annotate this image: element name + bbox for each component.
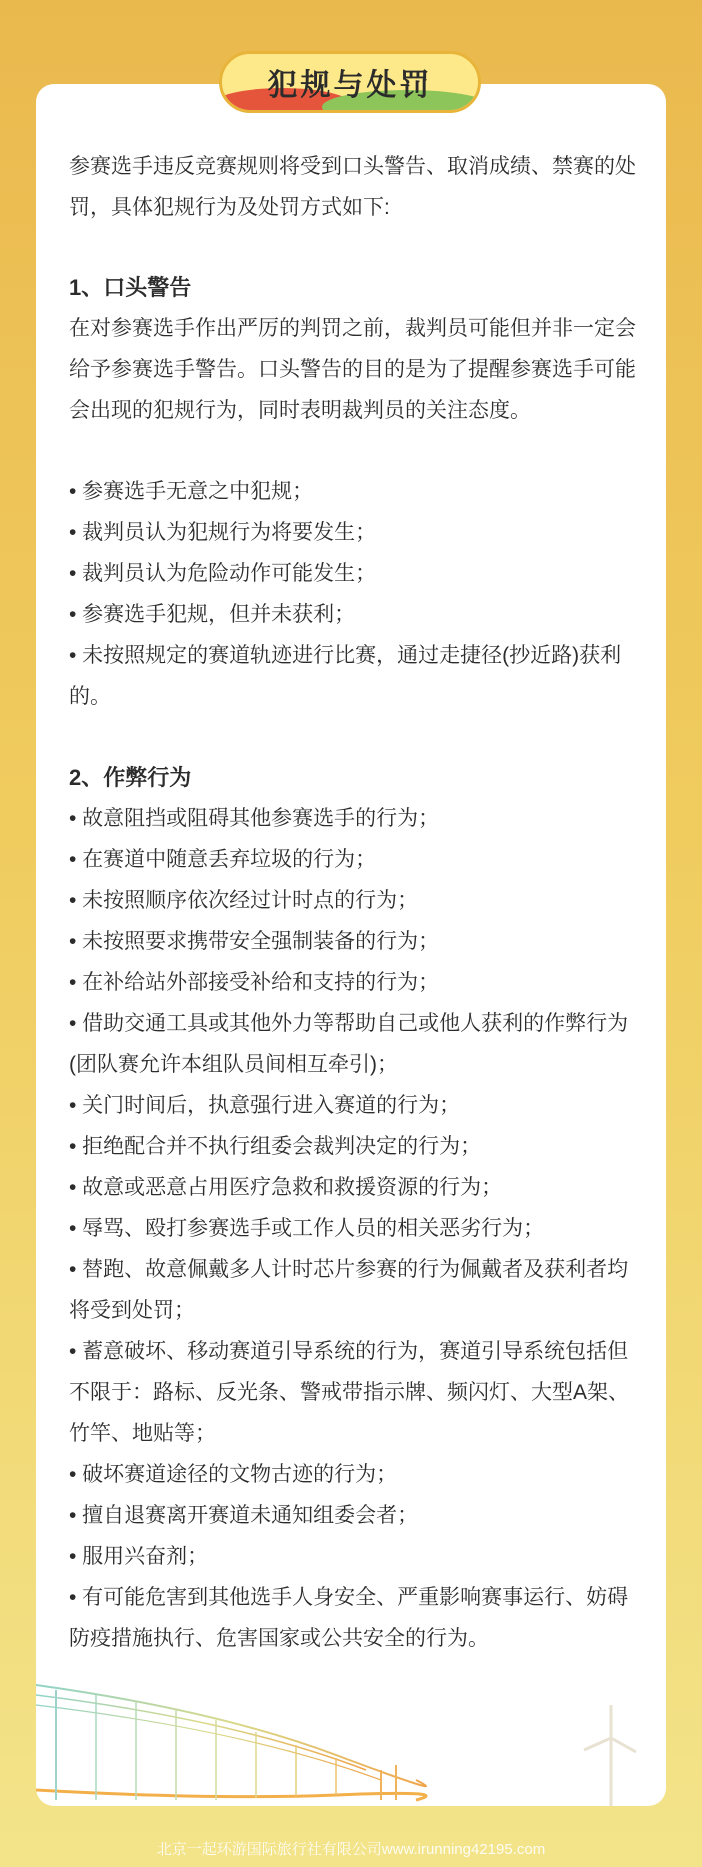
- list-item: • 有可能危害到其他选手人身安全、严重影响赛事运行、妨碍防疫措施执行、危害国家或公共安全的行为。: [69, 1586, 629, 1650]
- list-item: • 拒绝配合并不执行组委会裁判决定的行为；: [69, 1135, 482, 1158]
- bridge-illustration: [36, 1650, 666, 1806]
- list-item: • 参赛选手犯规，但并未获利；: [69, 603, 356, 626]
- list-item: • 在赛道中随意丢弃垃圾的行为；: [69, 848, 377, 871]
- section1-list: [69, 471, 639, 717]
- list-item: • 借助交通工具或其他外力等帮助自己或他人获利的作弊行为(团队赛允许本组队员间相互牵引)；: [69, 1012, 629, 1076]
- list-item: • 擅自退赛离开赛道未通知组委会者；: [69, 1504, 419, 1527]
- section2-heading: 2、作弊行为: [69, 765, 192, 790]
- list-item: • 辱骂、殴打参赛选手或工作人员的相关恶劣行为；: [69, 1217, 545, 1240]
- list-item: • 参赛选手无意之中犯规；: [69, 480, 314, 503]
- title-banner: [219, 51, 481, 113]
- spacer: [69, 717, 639, 757]
- section1-text: 在对参赛选手作出严厉的判罚之前，裁判员可能但并非一定会给予参赛选手警告。口头警告的目的是为了提醒参赛选手可能会出现的犯规行为，同时表明裁判员的关注态度。: [69, 317, 636, 422]
- list-item: • 关门时间后，执意强行进入赛道的行为；: [69, 1094, 461, 1117]
- section2-list: [69, 798, 639, 1659]
- wind-turbine-icon: [584, 1705, 636, 1806]
- list-item: • 故意或恶意占用医疗急救和救援资源的行为；: [69, 1176, 503, 1199]
- page-title: 犯规与处罚: [267, 69, 433, 102]
- list-item: • 故意阻挡或阻碍其他参赛选手的行为；: [69, 807, 440, 830]
- spacer: [69, 431, 639, 471]
- list-item: • 在补给站外部接受补给和支持的行为；: [69, 971, 440, 994]
- list-item: • 裁判员认为危险动作可能发生；: [69, 562, 377, 585]
- list-item: • 未按照要求携带安全强制装备的行为；: [69, 930, 440, 953]
- list-item: • 未按照规定的赛道轨迹进行比赛，通过走捷径(抄近路)获利的。: [69, 644, 622, 708]
- list-item: • 服用兴奋剂；: [69, 1545, 209, 1568]
- list-item: • 裁判员认为犯规行为将要发生；: [69, 521, 377, 544]
- list-item: • 破坏赛道途径的文物古迹的行为；: [69, 1463, 398, 1486]
- list-item: • 未按照顺序依次经过计时点的行为；: [69, 889, 419, 912]
- intro-text: 参赛选手违反竞赛规则将受到口头警告、取消成绩、禁赛的处罚，具体犯规行为及处罚方式如下:: [69, 155, 636, 219]
- section1-heading: 1、口头警告: [69, 275, 192, 300]
- list-item: • 替跑、故意佩戴多人计时芯片参赛的行为佩戴者及获利者均将受到处罚；: [69, 1258, 629, 1322]
- footer-watermark: 北京一起环游国际旅行社有限公司www.irunning42195.com: [156, 1841, 546, 1858]
- rules-content: [69, 146, 639, 1659]
- list-item: • 蓄意破坏、移动赛道引导系统的行为，赛道引导系统包括但不限于：路标、反光条、警戒带指示牌、频闪灯、大型A架、竹竿、地贴等；: [69, 1340, 630, 1445]
